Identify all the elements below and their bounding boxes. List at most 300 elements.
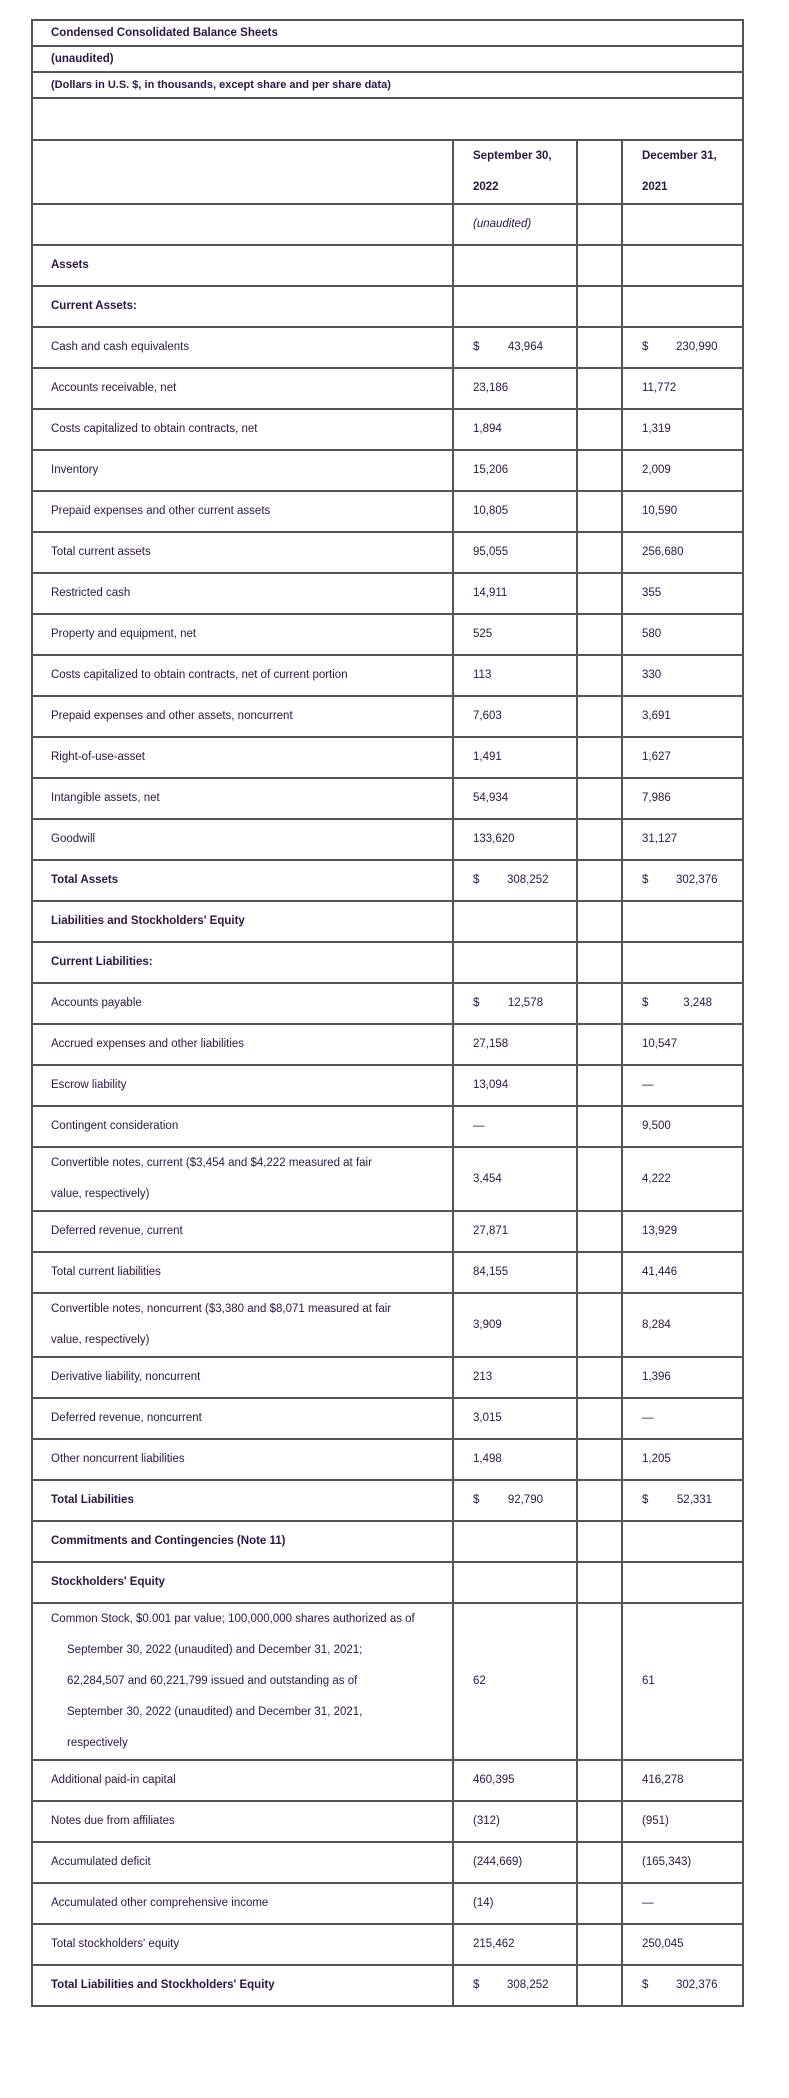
amount-value: 7,986 <box>642 792 671 804</box>
column-gap <box>577 573 622 614</box>
row-label-text-continued: 62,284,507 and 60,221,799 issued and outstanding as of <box>67 1675 358 1687</box>
amount-value: 7,603 <box>473 710 502 722</box>
row-label-text: Total Assets <box>51 874 119 886</box>
row-label <box>32 737 453 778</box>
value-dec-31-2021 <box>622 1024 743 1065</box>
column-gap <box>577 204 622 245</box>
value-dec-31-2021 <box>622 696 743 737</box>
value-dec-31-2021 <box>622 1883 743 1924</box>
amount-value: 10,805 <box>473 505 509 517</box>
value-dec-31-2021 <box>622 778 743 819</box>
amount-value: 256,680 <box>642 546 684 558</box>
value-sep-30-2022 <box>453 1760 577 1801</box>
table-row <box>32 1065 743 1106</box>
row-label <box>32 1883 453 1924</box>
value-dec-31-2021 <box>622 1760 743 1801</box>
amount-value: 3,454 <box>473 1172 502 1185</box>
table-row <box>32 655 743 696</box>
row-label-text: Right-of-use-asset <box>51 751 145 763</box>
row-label-text: Deferred revenue, noncurrent <box>51 1412 202 1424</box>
row-label <box>32 1801 453 1842</box>
table-row <box>32 1883 743 1924</box>
value-sep-30-2022 <box>453 737 577 778</box>
amount-value: 113 <box>473 669 492 681</box>
row-label <box>32 409 453 450</box>
statement-units-note: (Dollars in U.S. $, in thousands, except share and per share data) <box>32 72 743 98</box>
amount-value: 14,911 <box>473 587 508 599</box>
row-label-text: Commitments and Contingencies (Note 11) <box>51 1535 286 1547</box>
column-gap <box>577 737 622 778</box>
amount-value: 416,278 <box>642 1774 684 1786</box>
value-dec-31-2021 <box>622 1439 743 1480</box>
amount-value: 3,691 <box>642 710 671 722</box>
value-sep-30-2022 <box>453 778 577 819</box>
amount-value: 580 <box>642 628 662 640</box>
amount-value: 8,284 <box>642 1318 671 1331</box>
amount-value: 12,578 <box>507 997 543 1009</box>
amount-value: 11,772 <box>642 382 677 394</box>
column-gap <box>577 614 622 655</box>
value-dec-31-2021 <box>622 1842 743 1883</box>
value-dec-31-2021 <box>622 983 743 1024</box>
value-dec-31-2021 <box>622 409 743 450</box>
row-label <box>32 1521 453 1562</box>
amount-value: 213 <box>473 1371 493 1383</box>
column-header-sep-2022 <box>453 140 577 204</box>
value-dec-31-2021 <box>622 614 743 655</box>
table-row <box>32 942 743 983</box>
row-label-text: Goodwill <box>51 833 96 845</box>
row-label <box>32 696 453 737</box>
column-gap <box>577 1293 622 1357</box>
row-label-text: Stockholders' Equity <box>51 1576 165 1588</box>
row-label-text: Convertible notes, current ($3,454 and $4,222 measured at fair <box>51 1157 372 1169</box>
column-unaudited-note: (unaudited) <box>453 204 577 245</box>
value-sep-30-2022 <box>453 655 577 696</box>
value-dec-31-2021 <box>622 450 743 491</box>
table-row <box>32 1293 743 1357</box>
column-header-sep-2022-line1: September 30, <box>473 150 552 162</box>
column-gap <box>577 1211 622 1252</box>
table-row <box>32 1211 743 1252</box>
column-gap <box>577 1562 622 1603</box>
column-gap <box>577 942 622 983</box>
row-label <box>32 491 453 532</box>
amount-value: 1,205 <box>642 1453 671 1465</box>
amount-value: 3,015 <box>473 1412 502 1424</box>
value-dec-31-2021 <box>622 1252 743 1293</box>
row-label <box>32 1562 453 1603</box>
row-label <box>32 1147 453 1211</box>
value-sep-30-2022 <box>453 860 577 901</box>
amount-value: 302,376 <box>676 874 718 886</box>
row-label-text: Escrow liability <box>51 1079 127 1091</box>
row-label <box>32 1480 453 1521</box>
value-dec-31-2021 <box>622 901 743 942</box>
row-label-text: Derivative liability, noncurrent <box>51 1371 201 1383</box>
amount-value: 525 <box>473 628 493 640</box>
row-label <box>32 819 453 860</box>
value-sep-30-2022 <box>453 1024 577 1065</box>
row-label-text: Total Liabilities and Stockholders' Equity <box>51 1979 275 1991</box>
value-sep-30-2022 <box>453 1439 577 1480</box>
amount-value: (165,343) <box>642 1856 692 1868</box>
amount-value: 27,158 <box>473 1038 509 1050</box>
value-sep-30-2022 <box>453 1398 577 1439</box>
row-label <box>32 1252 453 1293</box>
row-label <box>32 901 453 942</box>
amount-value: (312) <box>473 1815 500 1827</box>
column-gap <box>577 1760 622 1801</box>
currency-symbol: $ <box>642 997 649 1009</box>
column-gap <box>577 860 622 901</box>
row-label-text: Common Stock, $0.001 par value; 100,000,000 shares authorized as of <box>51 1613 415 1625</box>
row-label-text: Current Assets: <box>51 300 137 312</box>
value-dec-31-2021 <box>622 819 743 860</box>
currency-symbol: $ <box>642 1494 649 1506</box>
row-label <box>32 1293 453 1357</box>
amount-value: (951) <box>642 1815 669 1827</box>
value-dec-31-2021 <box>622 1106 743 1147</box>
value-sep-30-2022 <box>453 368 577 409</box>
column-gap <box>577 409 622 450</box>
column-gap <box>577 1357 622 1398</box>
column-gap <box>577 1883 622 1924</box>
value-sep-30-2022 <box>453 1842 577 1883</box>
table-row <box>32 1521 743 1562</box>
table-row <box>32 245 743 286</box>
value-sep-30-2022 <box>453 942 577 983</box>
row-label <box>32 1603 453 1760</box>
table-row <box>32 778 743 819</box>
value-dec-31-2021 <box>622 245 743 286</box>
currency-symbol: $ <box>473 997 480 1009</box>
amount-value: 3,248 <box>683 997 712 1009</box>
column-gap <box>577 491 622 532</box>
value-sep-30-2022 <box>453 409 577 450</box>
amount-value: 215,462 <box>473 1938 515 1950</box>
balance-sheet-table <box>31 19 744 2007</box>
row-label-text: Accrued expenses and other liabilities <box>51 1038 245 1050</box>
value-sep-30-2022 <box>453 1480 577 1521</box>
spacer-row <box>32 98 743 140</box>
value-dec-31-2021 <box>622 1480 743 1521</box>
value-sep-30-2022 <box>453 901 577 942</box>
amount-value: — <box>473 1120 485 1132</box>
table-row <box>32 1562 743 1603</box>
amount-value: 330 <box>642 669 662 681</box>
column-gap <box>577 450 622 491</box>
row-label-text: Deferred revenue, current <box>51 1225 183 1237</box>
row-label <box>32 614 453 655</box>
amount-value: 308,252 <box>507 1979 549 1991</box>
row-label-text: Accumulated other comprehensive income <box>51 1897 269 1909</box>
row-label-text: Accounts receivable, net <box>51 382 177 394</box>
amount-value: 1,627 <box>642 751 671 763</box>
amount-value: 9,500 <box>642 1120 671 1132</box>
value-dec-31-2021 <box>622 1211 743 1252</box>
value-dec-31-2021 <box>622 860 743 901</box>
table-row <box>32 450 743 491</box>
row-label <box>32 450 453 491</box>
row-label <box>32 532 453 573</box>
value-sep-30-2022 <box>453 286 577 327</box>
row-label-text: Notes due from affiliates <box>51 1815 175 1827</box>
row-label-text: Costs capitalized to obtain contracts, net <box>51 423 258 435</box>
row-label-text: Restricted cash <box>51 587 131 599</box>
value-dec-31-2021 <box>622 1965 743 2006</box>
column-gap <box>577 1521 622 1562</box>
column-gap <box>577 286 622 327</box>
row-label <box>32 1357 453 1398</box>
row-label-text: Prepaid expenses and other assets, noncurrent <box>51 710 293 722</box>
value-dec-31-2021 <box>622 286 743 327</box>
amount-value: — <box>642 1079 654 1091</box>
amount-value: (244,669) <box>473 1856 523 1868</box>
row-label <box>32 778 453 819</box>
amount-value: 308,252 <box>507 874 549 886</box>
row-label-text: Accumulated deficit <box>51 1856 151 1868</box>
row-label <box>32 1024 453 1065</box>
column-gap <box>577 1024 622 1065</box>
amount-value: 41,446 <box>642 1266 678 1278</box>
column-gap <box>577 1801 622 1842</box>
currency-symbol: $ <box>473 1979 480 1991</box>
amount-value: 3,909 <box>473 1318 502 1331</box>
table-row <box>32 860 743 901</box>
row-label <box>32 1924 453 1965</box>
column-header-dec-2021-line2: 2021 <box>642 181 668 193</box>
amount-value: 10,590 <box>642 505 678 517</box>
amount-value: 230,990 <box>676 341 718 353</box>
column-gap <box>577 1398 622 1439</box>
table-row <box>32 1147 743 1211</box>
value-sep-30-2022 <box>453 1252 577 1293</box>
amount-value: 302,376 <box>676 1979 718 1991</box>
currency-symbol: $ <box>473 1494 480 1506</box>
statement-title: Condensed Consolidated Balance Sheets <box>32 20 743 46</box>
amount-value: 2,009 <box>642 464 671 476</box>
amount-value: 31,127 <box>642 833 678 845</box>
table-row <box>32 409 743 450</box>
table-row <box>32 614 743 655</box>
amount-value: 13,929 <box>642 1225 678 1237</box>
table-row <box>32 1801 743 1842</box>
row-label-text: Costs capitalized to obtain contracts, net of current portion <box>51 669 348 681</box>
table-row <box>32 491 743 532</box>
table-row <box>32 368 743 409</box>
column-gap <box>577 1924 622 1965</box>
value-dec-31-2021 <box>622 737 743 778</box>
table-row <box>32 1760 743 1801</box>
table-row <box>32 1480 743 1521</box>
row-label <box>32 1065 453 1106</box>
amount-value: 1,491 <box>473 751 502 763</box>
value-dec-31-2021 <box>622 327 743 368</box>
row-label-text-continued: September 30, 2022 (unaudited) and December 31, 2021, <box>67 1706 363 1718</box>
row-label-text: Total Liabilities <box>51 1494 134 1506</box>
row-label <box>32 942 453 983</box>
column-gap <box>577 1252 622 1293</box>
value-sep-30-2022 <box>453 1521 577 1562</box>
row-label <box>32 573 453 614</box>
row-label-text: Prepaid expenses and other current assets <box>51 505 271 517</box>
value-dec-31-2021 <box>622 573 743 614</box>
value-sep-30-2022 <box>453 614 577 655</box>
table-row <box>32 1024 743 1065</box>
value-sep-30-2022 <box>453 532 577 573</box>
row-label-text: Total stockholders' equity <box>51 1938 180 1950</box>
column-header-blank <box>32 140 453 204</box>
amount-value: 23,186 <box>473 382 509 394</box>
column-gap <box>577 819 622 860</box>
column-gap <box>577 655 622 696</box>
column-header-dec-2021-line1: December 31, <box>642 150 717 162</box>
value-dec-31-2021 <box>622 1924 743 1965</box>
currency-symbol: $ <box>642 874 649 886</box>
row-label-text: Assets <box>51 259 89 271</box>
row-label-text-continued: value, respectively) <box>51 1188 150 1200</box>
row-label <box>32 1398 453 1439</box>
value-sep-30-2022 <box>453 1603 577 1760</box>
column-gap <box>577 1065 622 1106</box>
value-sep-30-2022 <box>453 1965 577 2006</box>
value-dec-31-2021 <box>622 1562 743 1603</box>
currency-symbol: $ <box>642 1979 649 1991</box>
value-sep-30-2022 <box>453 819 577 860</box>
row-label-text: Additional paid-in capital <box>51 1774 176 1786</box>
amount-value: 1,396 <box>642 1371 671 1383</box>
currency-symbol: $ <box>473 874 480 886</box>
row-label-text: Current Liabilities: <box>51 956 153 968</box>
table-row <box>32 1439 743 1480</box>
value-dec-31-2021 <box>622 1521 743 1562</box>
row-label-text-continued: respectively <box>67 1737 128 1749</box>
table-row <box>32 286 743 327</box>
row-label-text: Inventory <box>51 464 99 476</box>
table-row <box>32 1965 743 2006</box>
row-label <box>32 1211 453 1252</box>
value-sep-30-2022 <box>453 1801 577 1842</box>
row-label <box>32 1439 453 1480</box>
amount-value: — <box>642 1412 654 1424</box>
row-label <box>32 1760 453 1801</box>
amount-value: 84,155 <box>473 1266 509 1278</box>
value-sep-30-2022 <box>453 1106 577 1147</box>
value-dec-31-2021 <box>622 1357 743 1398</box>
value-sep-30-2022 <box>453 1924 577 1965</box>
value-sep-30-2022 <box>453 1883 577 1924</box>
amount-value: 1,319 <box>642 423 671 435</box>
column-gap <box>577 1147 622 1211</box>
row-label <box>32 1842 453 1883</box>
value-sep-30-2022 <box>453 1357 577 1398</box>
value-sep-30-2022 <box>453 245 577 286</box>
value-dec-31-2021 <box>622 1065 743 1106</box>
table-row <box>32 1842 743 1883</box>
row-label-text: Contingent consideration <box>51 1120 179 1132</box>
value-sep-30-2022 <box>453 983 577 1024</box>
amount-value: 43,964 <box>507 341 543 353</box>
value-sep-30-2022 <box>453 327 577 368</box>
column-gap <box>577 245 622 286</box>
row-label <box>32 1106 453 1147</box>
amount-value: 15,206 <box>473 464 509 476</box>
table-row <box>32 1106 743 1147</box>
value-sep-30-2022 <box>453 573 577 614</box>
table-row <box>32 532 743 573</box>
unaudited-row-blank <box>622 204 743 245</box>
column-gap <box>577 140 622 204</box>
table-row <box>32 983 743 1024</box>
value-sep-30-2022 <box>453 1562 577 1603</box>
value-dec-31-2021 <box>622 532 743 573</box>
table-row <box>32 1924 743 1965</box>
amount-value: (14) <box>473 1897 494 1909</box>
column-gap <box>577 696 622 737</box>
column-gap <box>577 368 622 409</box>
row-label <box>32 286 453 327</box>
row-label <box>32 368 453 409</box>
value-sep-30-2022 <box>453 450 577 491</box>
row-label-text: Convertible notes, noncurrent ($3,380 and $8,071 measured at fair <box>51 1303 392 1315</box>
column-gap <box>577 1106 622 1147</box>
row-label <box>32 983 453 1024</box>
column-gap <box>577 327 622 368</box>
value-dec-31-2021 <box>622 1293 743 1357</box>
row-label <box>32 860 453 901</box>
column-gap <box>577 1439 622 1480</box>
table-row <box>32 696 743 737</box>
table-row <box>32 901 743 942</box>
row-label-text: Other noncurrent liabilities <box>51 1453 185 1465</box>
column-gap <box>577 1603 622 1760</box>
amount-value: 10,547 <box>642 1038 678 1050</box>
column-gap <box>577 1842 622 1883</box>
row-label <box>32 327 453 368</box>
value-sep-30-2022 <box>453 1065 577 1106</box>
column-header-dec-2021 <box>622 140 743 204</box>
amount-value: 92,790 <box>507 1494 543 1506</box>
value-dec-31-2021 <box>622 1603 743 1760</box>
amount-value: 1,498 <box>473 1453 502 1465</box>
value-sep-30-2022 <box>453 696 577 737</box>
amount-value: 61 <box>642 1675 655 1687</box>
amount-value: 95,055 <box>473 546 509 558</box>
amount-value: — <box>642 1897 654 1909</box>
value-sep-30-2022 <box>453 1211 577 1252</box>
amount-value: 27,871 <box>473 1225 509 1237</box>
row-label <box>32 1965 453 2006</box>
row-label-text-continued: September 30, 2022 (unaudited) and December 31, 2021; <box>67 1644 363 1656</box>
column-header-sep-2022-line2: 2022 <box>473 181 499 193</box>
value-dec-31-2021 <box>622 1147 743 1211</box>
table-row <box>32 737 743 778</box>
table-row <box>32 819 743 860</box>
amount-value: 460,395 <box>473 1774 515 1786</box>
amount-value: 133,620 <box>473 833 515 845</box>
row-label <box>32 245 453 286</box>
row-label-text: Accounts payable <box>51 997 142 1009</box>
amount-value: 355 <box>642 587 662 599</box>
column-gap <box>577 532 622 573</box>
amount-value: 13,094 <box>473 1079 509 1091</box>
column-gap <box>577 1965 622 2006</box>
amount-value: 250,045 <box>642 1938 684 1950</box>
row-label <box>32 655 453 696</box>
currency-symbol: $ <box>473 341 480 353</box>
amount-value: 54,934 <box>473 792 509 804</box>
